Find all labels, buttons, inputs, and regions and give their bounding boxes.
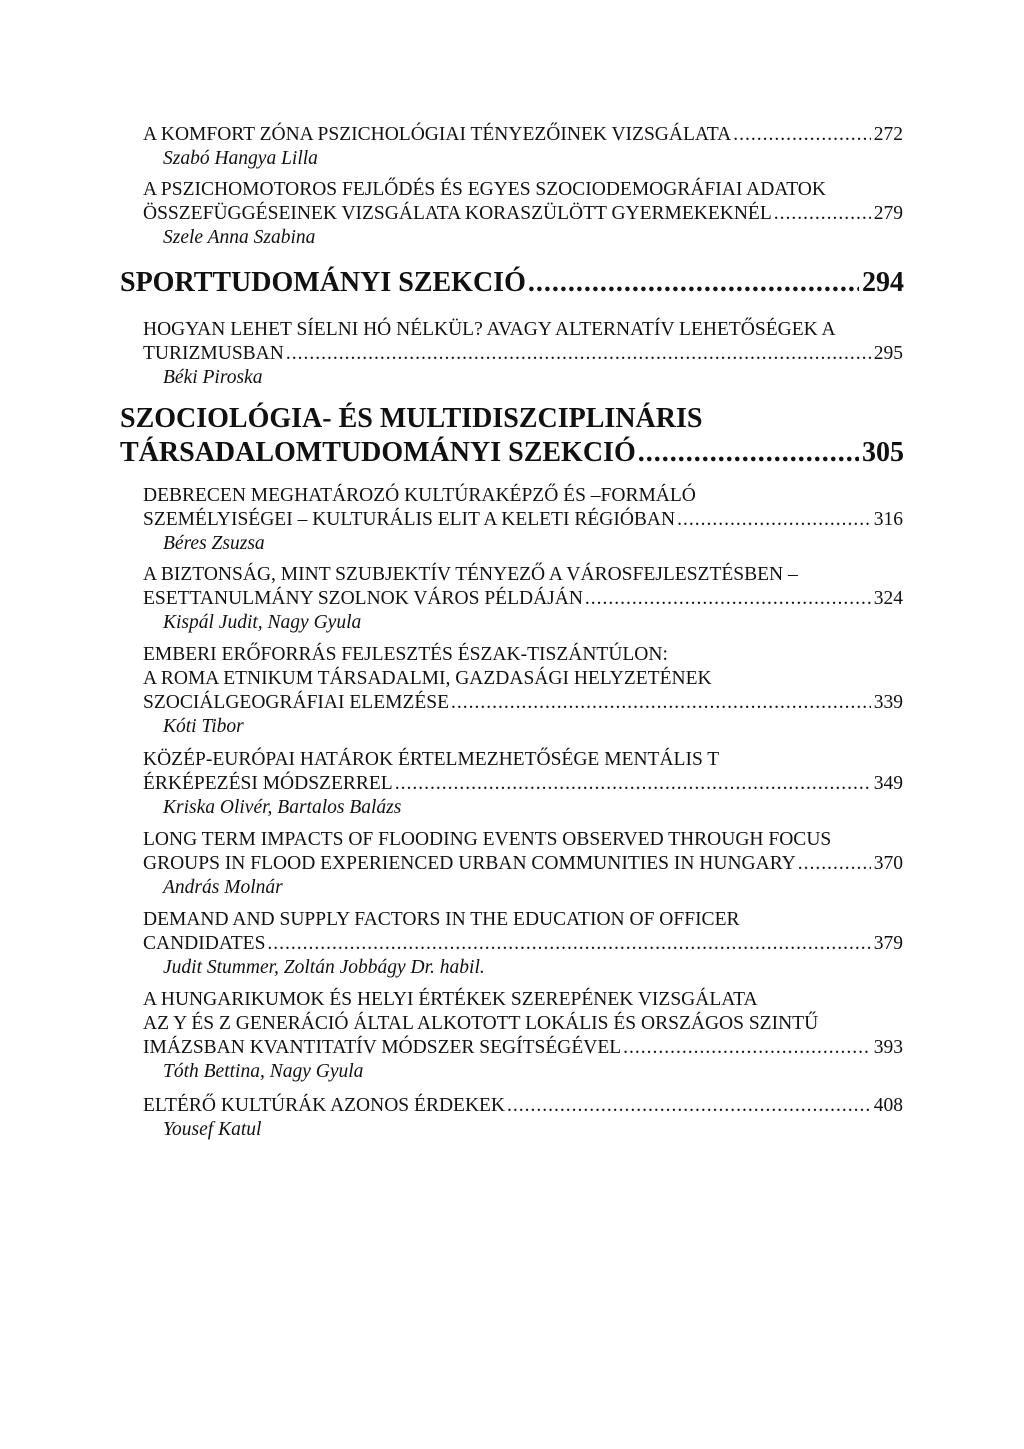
toc-entry-author: Béki Piroska — [163, 367, 263, 388]
toc-entry-line — [143, 1094, 903, 1118]
toc-entry-title: ELTÉRŐ KULTÚRÁK AZONOS ÉRDEKEK — [143, 1095, 506, 1116]
toc-entry-title: AZ Y ÉS Z GENERÁCIÓ ÁLTAL ALKOTOTT LOKÁLIS ÉS ORSZÁGOS SZINTŰ — [143, 1013, 819, 1034]
toc-entry-line — [143, 563, 903, 587]
toc-entry-title: A PSZICHOMOTOROS FEJLŐDÉS ÉS EGYES SZOCIODEMOGRÁFIAI ADATOK — [143, 179, 826, 200]
toc-entry-line — [143, 667, 903, 691]
toc-entry-line — [143, 748, 903, 772]
toc-entry-line — [143, 828, 903, 852]
toc-entry-author: Szabó Hangya Lilla — [163, 148, 318, 169]
toc-entry-line — [143, 932, 903, 956]
toc-entry-line — [143, 318, 903, 342]
dot-leader — [507, 1094, 871, 1118]
toc-entry-title: GROUPS IN FLOOD EXPERIENCED URBAN COMMUNITIES IN HUNGARY — [143, 853, 796, 874]
toc-entry-line — [143, 587, 903, 611]
toc-page-number: 279 — [873, 203, 903, 224]
toc-entry — [143, 748, 903, 820]
toc-page-number: 272 — [873, 124, 903, 145]
dot-leader — [774, 202, 871, 226]
section-heading — [120, 266, 904, 300]
toc-entry-line — [143, 1012, 903, 1036]
toc-entry — [143, 123, 903, 171]
toc-entry-title: ÖSSZEFÜGGÉSEINEK VIZSGÁLATA KORASZÜLÖTT GYERMEKEKNÉL — [143, 203, 772, 224]
dot-leader — [286, 342, 871, 366]
toc-entry-title: ESETTANULMÁNY SZOLNOK VÁROS PÉLDÁJÁN — [143, 588, 583, 609]
toc-entry-line — [143, 178, 903, 202]
toc-entry — [143, 563, 903, 635]
toc-entry-line — [143, 1036, 903, 1060]
toc-entry-line — [143, 988, 903, 1012]
section-page-number: 294 — [862, 267, 904, 298]
toc-entry — [143, 988, 903, 1084]
toc-page-number: 370 — [873, 853, 903, 874]
toc-page-number: 349 — [873, 773, 903, 794]
section-heading-line — [120, 266, 904, 300]
toc-page-number: 408 — [873, 1095, 903, 1116]
toc-page-number: 295 — [873, 343, 903, 364]
section-heading-line — [120, 436, 904, 470]
dot-leader — [395, 772, 871, 796]
toc-entry-title: TURIZMUSBAN — [143, 343, 284, 364]
toc-entry-title: HOGYAN LEHET SÍELNI HÓ NÉLKÜL? AVAGY ALTERNATÍV LEHETŐSÉGEK A — [143, 319, 836, 340]
toc-entry — [143, 484, 903, 556]
toc-entry-author: Béres Zsuzsa — [163, 533, 265, 554]
toc-entry-line — [143, 123, 903, 147]
toc-entry-line — [143, 484, 903, 508]
toc-page-number: 339 — [873, 692, 903, 713]
dot-leader — [798, 852, 871, 876]
toc-entry-title: SZEMÉLYISÉGEI – KULTURÁLIS ELIT A KELETI RÉGIÓBAN — [143, 509, 676, 530]
toc-entry — [143, 178, 903, 250]
toc-entry-line — [143, 342, 903, 366]
dot-leader — [677, 508, 871, 532]
dot-leader — [528, 266, 859, 300]
section-page-number: 305 — [862, 437, 904, 468]
section-heading-line — [120, 402, 904, 436]
toc-entry-line — [143, 202, 903, 226]
section-title: SPORTTUDOMÁNYI SZEKCIÓ — [120, 267, 526, 298]
toc-entry-line — [143, 643, 903, 667]
toc-entry-author: Tóth Bettina, Nagy Gyula — [163, 1061, 364, 1082]
toc-entry — [143, 908, 903, 980]
toc-entry — [143, 643, 903, 739]
toc-entry-title: A KOMFORT ZÓNA PSZICHOLÓGIAI TÉNYEZŐINEK VIZSGÁLATA — [143, 124, 732, 145]
toc-entry-title: IMÁZSBAN KVANTITATÍV MÓDSZER SEGÍTSÉGÉVEL — [143, 1037, 622, 1058]
section-heading — [120, 402, 904, 470]
dot-leader — [733, 123, 871, 147]
toc-entry-author: Szele Anna Szabina — [163, 227, 316, 248]
toc-entry — [143, 318, 903, 390]
toc-entry-line — [143, 852, 903, 876]
toc-entry-author: Kispál Judit, Nagy Gyula — [163, 612, 362, 633]
dot-leader — [267, 932, 870, 956]
toc-entry-author: Judit Stummer, Zoltán Jobbágy Dr. habil. — [163, 957, 485, 978]
toc-entry-title: LONG TERM IMPACTS OF FLOODING EVENTS OBSERVED THROUGH FOCUS — [143, 829, 832, 850]
toc-entry-title: DEMAND AND SUPPLY FACTORS IN THE EDUCATION OF OFFICER — [143, 909, 740, 930]
dot-leader — [638, 436, 859, 470]
toc-entry-author: Kriska Olivér, Bartalos Balázs — [163, 797, 402, 818]
toc-entry-line — [143, 908, 903, 932]
dot-leader — [623, 1036, 871, 1060]
toc-entry-title: SZOCIÁLGEOGRÁFIAI ELEMZÉSE — [143, 692, 450, 713]
toc-entry-author: Yousef Katul — [163, 1119, 262, 1140]
dot-leader — [585, 587, 871, 611]
toc-entry — [143, 1094, 903, 1142]
toc-entry-line — [143, 508, 903, 532]
section-title: TÁRSADALOMTUDOMÁNYI SZEKCIÓ — [120, 437, 636, 468]
toc-entry-line — [143, 772, 903, 796]
toc-entry-title: A ROMA ETNIKUM TÁRSADALMI, GAZDASÁGI HELYZETÉNEK — [143, 668, 712, 689]
toc-entry-title: KÖZÉP-EURÓPAI HATÁROK ÉRTELMEZHETŐSÉGE MENTÁLIS T — [143, 749, 720, 770]
toc-page-number: 393 — [873, 1037, 903, 1058]
toc-page-number: 324 — [873, 588, 903, 609]
toc-entry-author: Kóti Tibor — [163, 716, 244, 737]
toc-entry-title: CANDIDATES — [143, 933, 266, 954]
toc-entry-title: EMBERI ERŐFORRÁS FEJLESZTÉS ÉSZAK-TISZÁNTÚLON: — [143, 644, 668, 665]
toc-entry-title: DEBRECEN MEGHATÁROZÓ KULTÚRAKÉPZŐ ÉS –FORMÁLÓ — [143, 485, 696, 506]
dot-leader — [451, 691, 871, 715]
toc-entry-title: ÉRKÉPEZÉSI MÓDSZERREL — [143, 773, 393, 794]
toc-page-number: 316 — [873, 509, 903, 530]
toc-entry-title: A HUNGARIKUMOK ÉS HELYI ÉRTÉKEK SZEREPÉNEK VIZSGÁLATA — [143, 989, 758, 1010]
toc-entry-author: András Molnár — [163, 877, 283, 898]
toc-entry-line — [143, 691, 903, 715]
toc-entry — [143, 828, 903, 900]
section-title: SZOCIOLÓGIA- ÉS MULTIDISZCIPLINÁRIS — [120, 403, 703, 434]
toc-page-number: 379 — [873, 933, 903, 954]
toc-entry-title: A BIZTONSÁG, MINT SZUBJEKTÍV TÉNYEZŐ A VÁROSFEJLESZTÉSBEN – — [143, 564, 798, 585]
